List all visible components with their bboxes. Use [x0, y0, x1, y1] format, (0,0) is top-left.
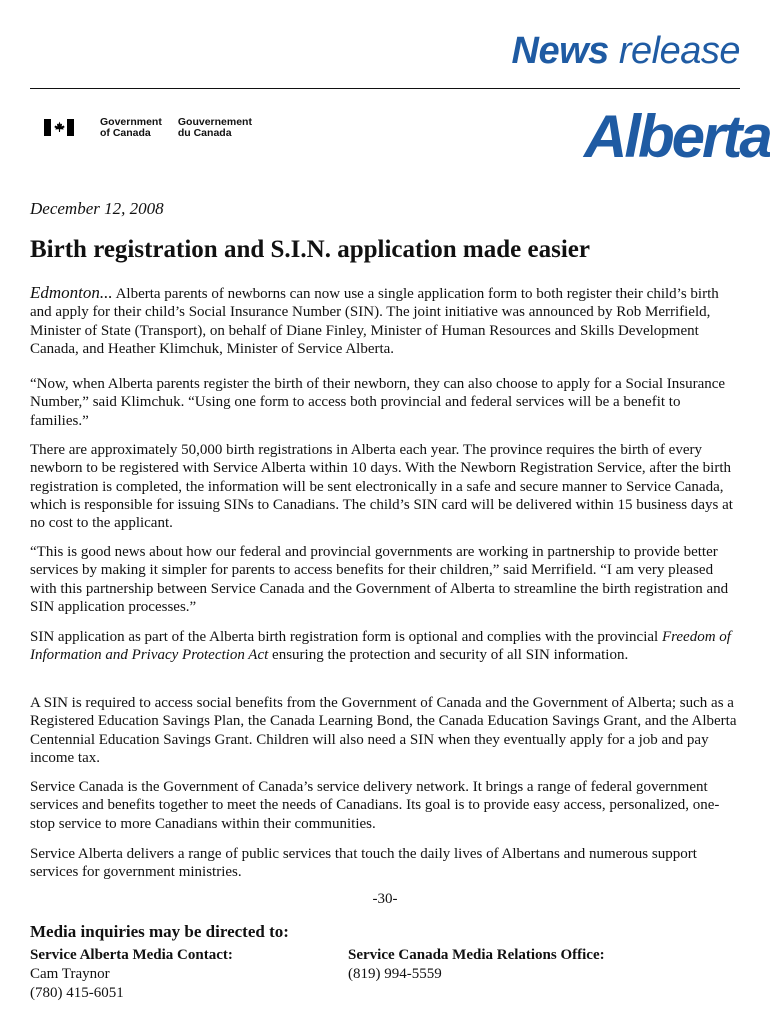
- media-inquiries-heading: Media inquiries may be directed to:: [30, 922, 289, 941]
- paragraph-7: Service Canada is the Government of Canada’s service delivery network. It brings a range of federal government services and benefits together to meet the needs of Canadians. Its goal is to provide easy access, personalized, one-stop service to more Canadians within their communities.: [30, 779, 720, 832]
- release-date: December 12, 2008: [30, 199, 164, 218]
- paragraph-4: “This is good news about how our federal and provincial governments are working in partnership to provide better services by making it simpler for parents to access benefits for their children,” said Merrifield. “I am very pleased with this partnership between Service Canada and the Government of Alberta to streamline the birth registration and SIN application processes.”: [30, 544, 729, 615]
- headline: Birth registration and S.I.N. application made easier: [30, 236, 590, 263]
- service-alberta-contact: [30, 946, 233, 1003]
- contact-phone: (819) 994-5559: [348, 966, 442, 982]
- government-of-canada-text: Government of Canada: [100, 116, 162, 139]
- paragraph-8: Service Alberta delivers a range of public services that touch the daily lives of Albertans and numerous support services for government ministries.: [30, 846, 697, 881]
- paragraph-5: SIN application as part of the Alberta birth registration form is optional and complies with the provincial Freedom of Information and Privacy Protection Act ensuring the protection and security of all SIN information.: [30, 629, 731, 664]
- service-canada-contact-label: Service Canada Media Relations Office:: [348, 947, 605, 963]
- service-alberta-contact-label: Service Alberta Media Contact:: [30, 947, 233, 963]
- service-canada-contact: [348, 946, 605, 984]
- contact-name: Cam Traynor: [30, 966, 110, 982]
- svg-text:Alberta: Alberta: [584, 103, 770, 170]
- canada-flag-icon: [44, 119, 74, 136]
- paragraph-3: There are approximately 50,000 birth registrations in Alberta each year. The province requires the birth of every newborn to be registered with Service Alberta within 10 days. With the Newborn Registration Service, after the birth registration is completed, the information will be sent electronically in a safe and secure manner to Service Canada, which is responsible for issuing SINs to Canadians. The child’s SIN card will be delivered within 15 business days at no cost to the applicant.: [30, 442, 733, 532]
- foip-act-title: Freedom of Information and Privacy Protection Act: [30, 629, 731, 664]
- paragraph-1: Edmonton... Alberta parents of newborns can now use a single application form to both register their child’s birth and apply for their child’s Social Insurance Number (SIN). The joint initiative was announced by Rob Merrifield, Minister of State (Transport), on behalf of Diane Finley, Minister of Human Resources and Skills Development Canada, and Heather Klimchuk, Minister of Service Alberta.: [30, 283, 719, 357]
- alberta-logo: [584, 100, 770, 170]
- header-rule: [30, 88, 740, 89]
- contact-phone: (780) 415-6051: [30, 985, 124, 1001]
- dateline: Edmonton...: [30, 283, 113, 302]
- end-mark: -30-: [372, 891, 398, 907]
- government-of-canada-signature: [44, 117, 252, 139]
- paragraph-2: “Now, when Alberta parents register the birth of their newborn, they can also choose to apply for a Social Insurance Number,” said Klimchuk. “Using one form to access both provincial and federal services will be a benefit to families.”: [30, 376, 726, 429]
- paragraph-6: A SIN is required to access social benefits from the Government of Canada and the Government of Alberta; such as a Registered Education Savings Plan, the Canada Learning Bond, the Canada Education Savings Grant, and the Alberta Centennial Education Savings Grant. Children will also need a SIN when they eventually apply for a job and pay income tax.: [30, 695, 737, 766]
- gouvernement-du-canada-text: Gouvernement du Canada: [177, 116, 252, 139]
- news-release-title: News release: [511, 30, 740, 72]
